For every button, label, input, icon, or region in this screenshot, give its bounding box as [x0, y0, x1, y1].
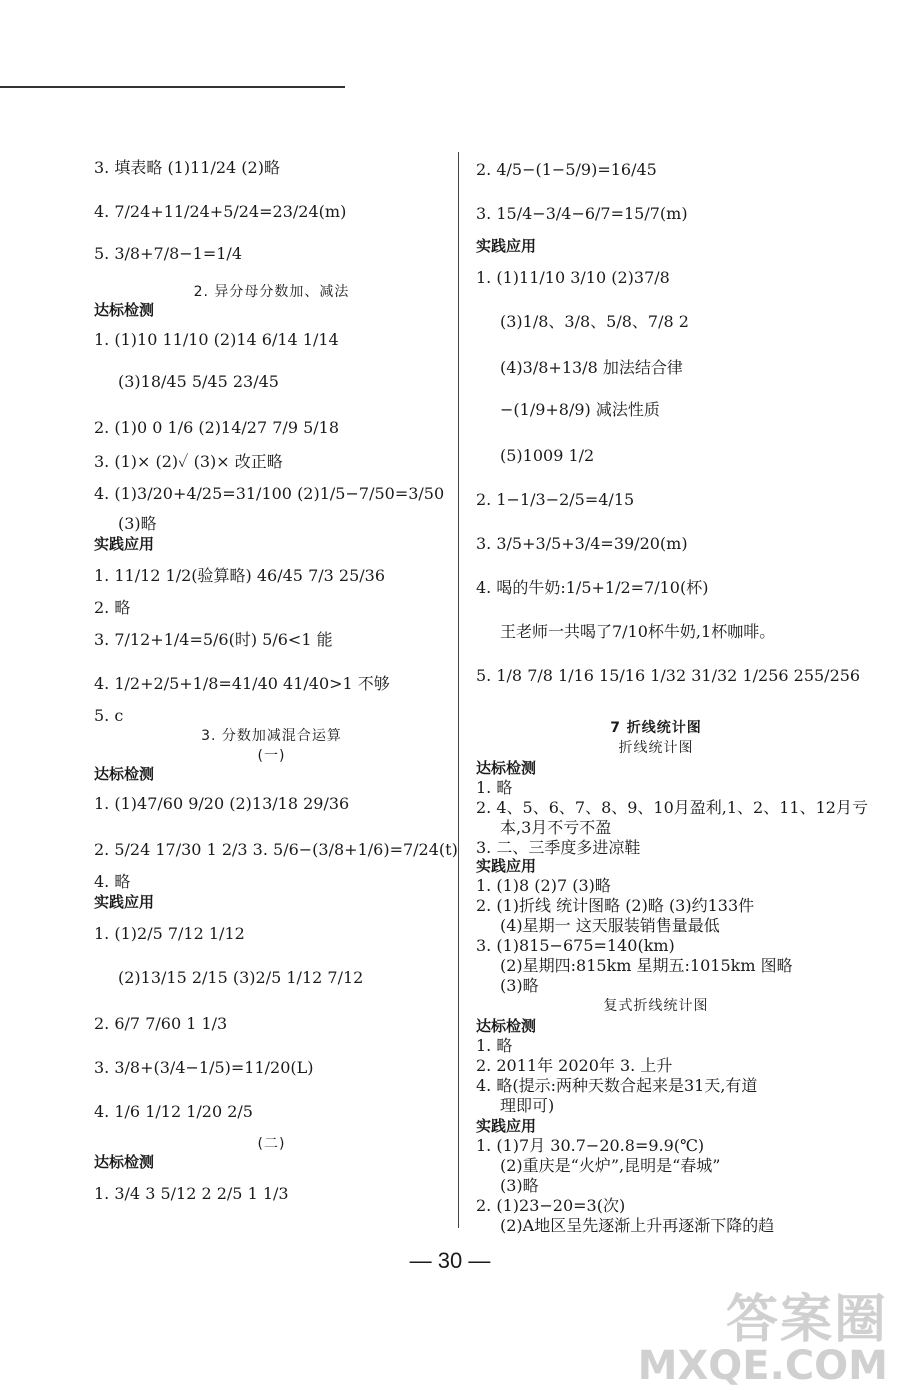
section-heading: 3. 分数加减混合运算	[201, 728, 342, 744]
label-heading: 达标检测	[94, 765, 155, 783]
text-line: (5)1009 1/2	[500, 446, 595, 465]
text-line: 4. 1/2+2/5+1/8=41/40 41/40>1 不够	[94, 674, 390, 693]
text-line: 2. 2011年 2020年 3. 上升	[476, 1056, 673, 1075]
text-line: 3. (1)× (2)✓ (3)× 改正略	[94, 452, 283, 471]
label-heading: 达标检测	[476, 1017, 537, 1035]
label-heading: 实践应用	[476, 857, 537, 875]
page-number: — 30 —	[409, 1248, 491, 1273]
text-line: (3)略	[500, 1176, 539, 1195]
text-line: 1. (1)8 (2)7 (3)略	[476, 876, 611, 895]
text-line: 2. (1)折线 统计图略 (2)略 (3)约133件	[476, 896, 755, 915]
text-line: (4)星期一 这天服装销售量最低	[500, 916, 720, 935]
text-line: 2. 略	[94, 598, 131, 617]
text-line: 4. 喝的牛奶:1/5+1/2=7/10(杯)	[476, 578, 709, 597]
text-line: 2. 5/24 17/30 1 2/3 3. 5/6−(3/8+1/6)=7/24(t)	[94, 840, 458, 859]
text-line: 5. c	[94, 706, 124, 725]
text-line: (2)星期四:815km 星期五:1015km 图略	[500, 956, 793, 975]
text-line: 3. 二、三季度多进凉鞋	[476, 838, 641, 857]
sub-heading: (一)	[257, 748, 286, 764]
text-line: (2)13/15 2/15 (3)2/5 1/12 7/12	[118, 968, 364, 987]
text-line: 4. 7/24+11/24+5/24=23/24(m)	[94, 202, 347, 221]
text-line: 3. (1)815−675=140(km)	[476, 936, 675, 955]
text-line: 1. 11/12 1/2(验算略) 46/45 7/3 25/36	[94, 566, 386, 585]
watermark-line2: MXQE.COM	[637, 1343, 888, 1389]
text-line: (2)重庆是“火炉”,昆明是“春城”	[500, 1156, 721, 1175]
label-heading: 实践应用	[476, 1117, 537, 1135]
chapter-heading: 7 折线统计图	[610, 720, 702, 736]
label-heading: 实践应用	[476, 237, 537, 255]
text-line: 2. 6/7 7/60 1 1/3	[94, 1014, 228, 1033]
text-line: 4. 略(提示:两种天数合起来是31天,有道	[476, 1076, 758, 1095]
text-line: 1. 3/4 3 5/12 2 2/5 1 1/3	[94, 1184, 289, 1203]
text-line: 3. 填表略 (1)11/24 (2)略	[94, 158, 280, 177]
text-line: 1. (1)10 11/10 (2)14 6/14 1/14	[94, 330, 339, 349]
text-line: (3)1/8、3/8、5/8、7/8 2	[500, 312, 689, 331]
text-line: −(1/9+8/9) 减法性质	[500, 400, 660, 419]
text-line: 1. (1)11/10 3/10 (2)37/8	[476, 268, 670, 287]
text-line: 2. 4、5、6、7、8、9、10月盈利,1、2、11、12月亏	[476, 798, 868, 817]
watermark-logo	[637, 1290, 888, 1389]
text-line: (3)略	[118, 514, 157, 533]
section-heading: 折线统计图	[618, 740, 694, 756]
label-heading: 实践应用	[94, 535, 155, 553]
text-line: 2. 4/5−(1−5/9)=16/45	[476, 160, 657, 179]
text-line: 2. 1−1/3−2/5=4/15	[476, 490, 635, 509]
label-heading: 达标检测	[94, 301, 155, 319]
text-line: 3. 7/12+1/4=5/6(时) 5/6<1 能	[94, 630, 333, 649]
label-heading: 实践应用	[94, 893, 155, 911]
text-line: 4. (1)3/20+4/25=31/100 (2)1/5−7/50=3/50	[94, 484, 445, 503]
text-line: (3)18/45 5/45 23/45	[118, 372, 279, 391]
top-rule	[0, 86, 345, 88]
sub-heading: (二)	[257, 1136, 286, 1152]
text-line: (2)A地区呈先逐渐上升再逐渐下降的趋	[500, 1216, 775, 1235]
text-line: 理即可)	[500, 1096, 555, 1115]
page-number-value: 30	[437, 1248, 463, 1273]
text-line: 1. 略	[476, 1036, 513, 1055]
text-line: 1. (1)47/60 9/20 (2)13/18 29/36	[94, 794, 350, 813]
watermark-line1: 答案圈	[725, 1290, 888, 1350]
text-line: 5. 1/8 7/8 1/16 15/16 1/32 31/32 1/256 255/256	[476, 666, 861, 685]
text-line: 2. (1)0 0 1/6 (2)14/27 7/9 5/18	[94, 418, 340, 437]
text-line: 3. 3/8+(3/4−1/5)=11/20(L)	[94, 1058, 314, 1077]
text-line: (3)略	[500, 976, 539, 995]
text-line: 3. 15/4−3/4−6/7=15/7(m)	[476, 204, 688, 223]
column-divider	[458, 152, 459, 1228]
section-heading: 2. 异分母分数加、减法	[193, 284, 350, 300]
text-line: 4. 略	[94, 872, 131, 891]
text-line: 本,3月不亏不盈	[500, 818, 612, 837]
text-line: 4. 1/6 1/12 1/20 2/5	[94, 1102, 253, 1121]
section-heading: 复式折线统计图	[603, 998, 709, 1014]
label-heading: 达标检测	[476, 759, 537, 777]
text-line: (4)3/8+13/8 加法结合律	[500, 358, 683, 377]
text-line: 1. 略	[476, 778, 513, 797]
text-line: 王老师一共喝了7/10杯牛奶,1杯咖啡。	[500, 622, 776, 641]
text-line: 1. (1)7月 30.7−20.8=9.9(℃)	[476, 1136, 705, 1155]
text-line: 5. 3/8+7/8−1=1/4	[94, 244, 242, 263]
text-line: 2. (1)23−20=3(次)	[476, 1196, 626, 1215]
label-heading: 达标检测	[94, 1153, 155, 1171]
text-line: 1. (1)2/5 7/12 1/12	[94, 924, 245, 943]
text-line: 3. 3/5+3/5+3/4=39/20(m)	[476, 534, 688, 553]
